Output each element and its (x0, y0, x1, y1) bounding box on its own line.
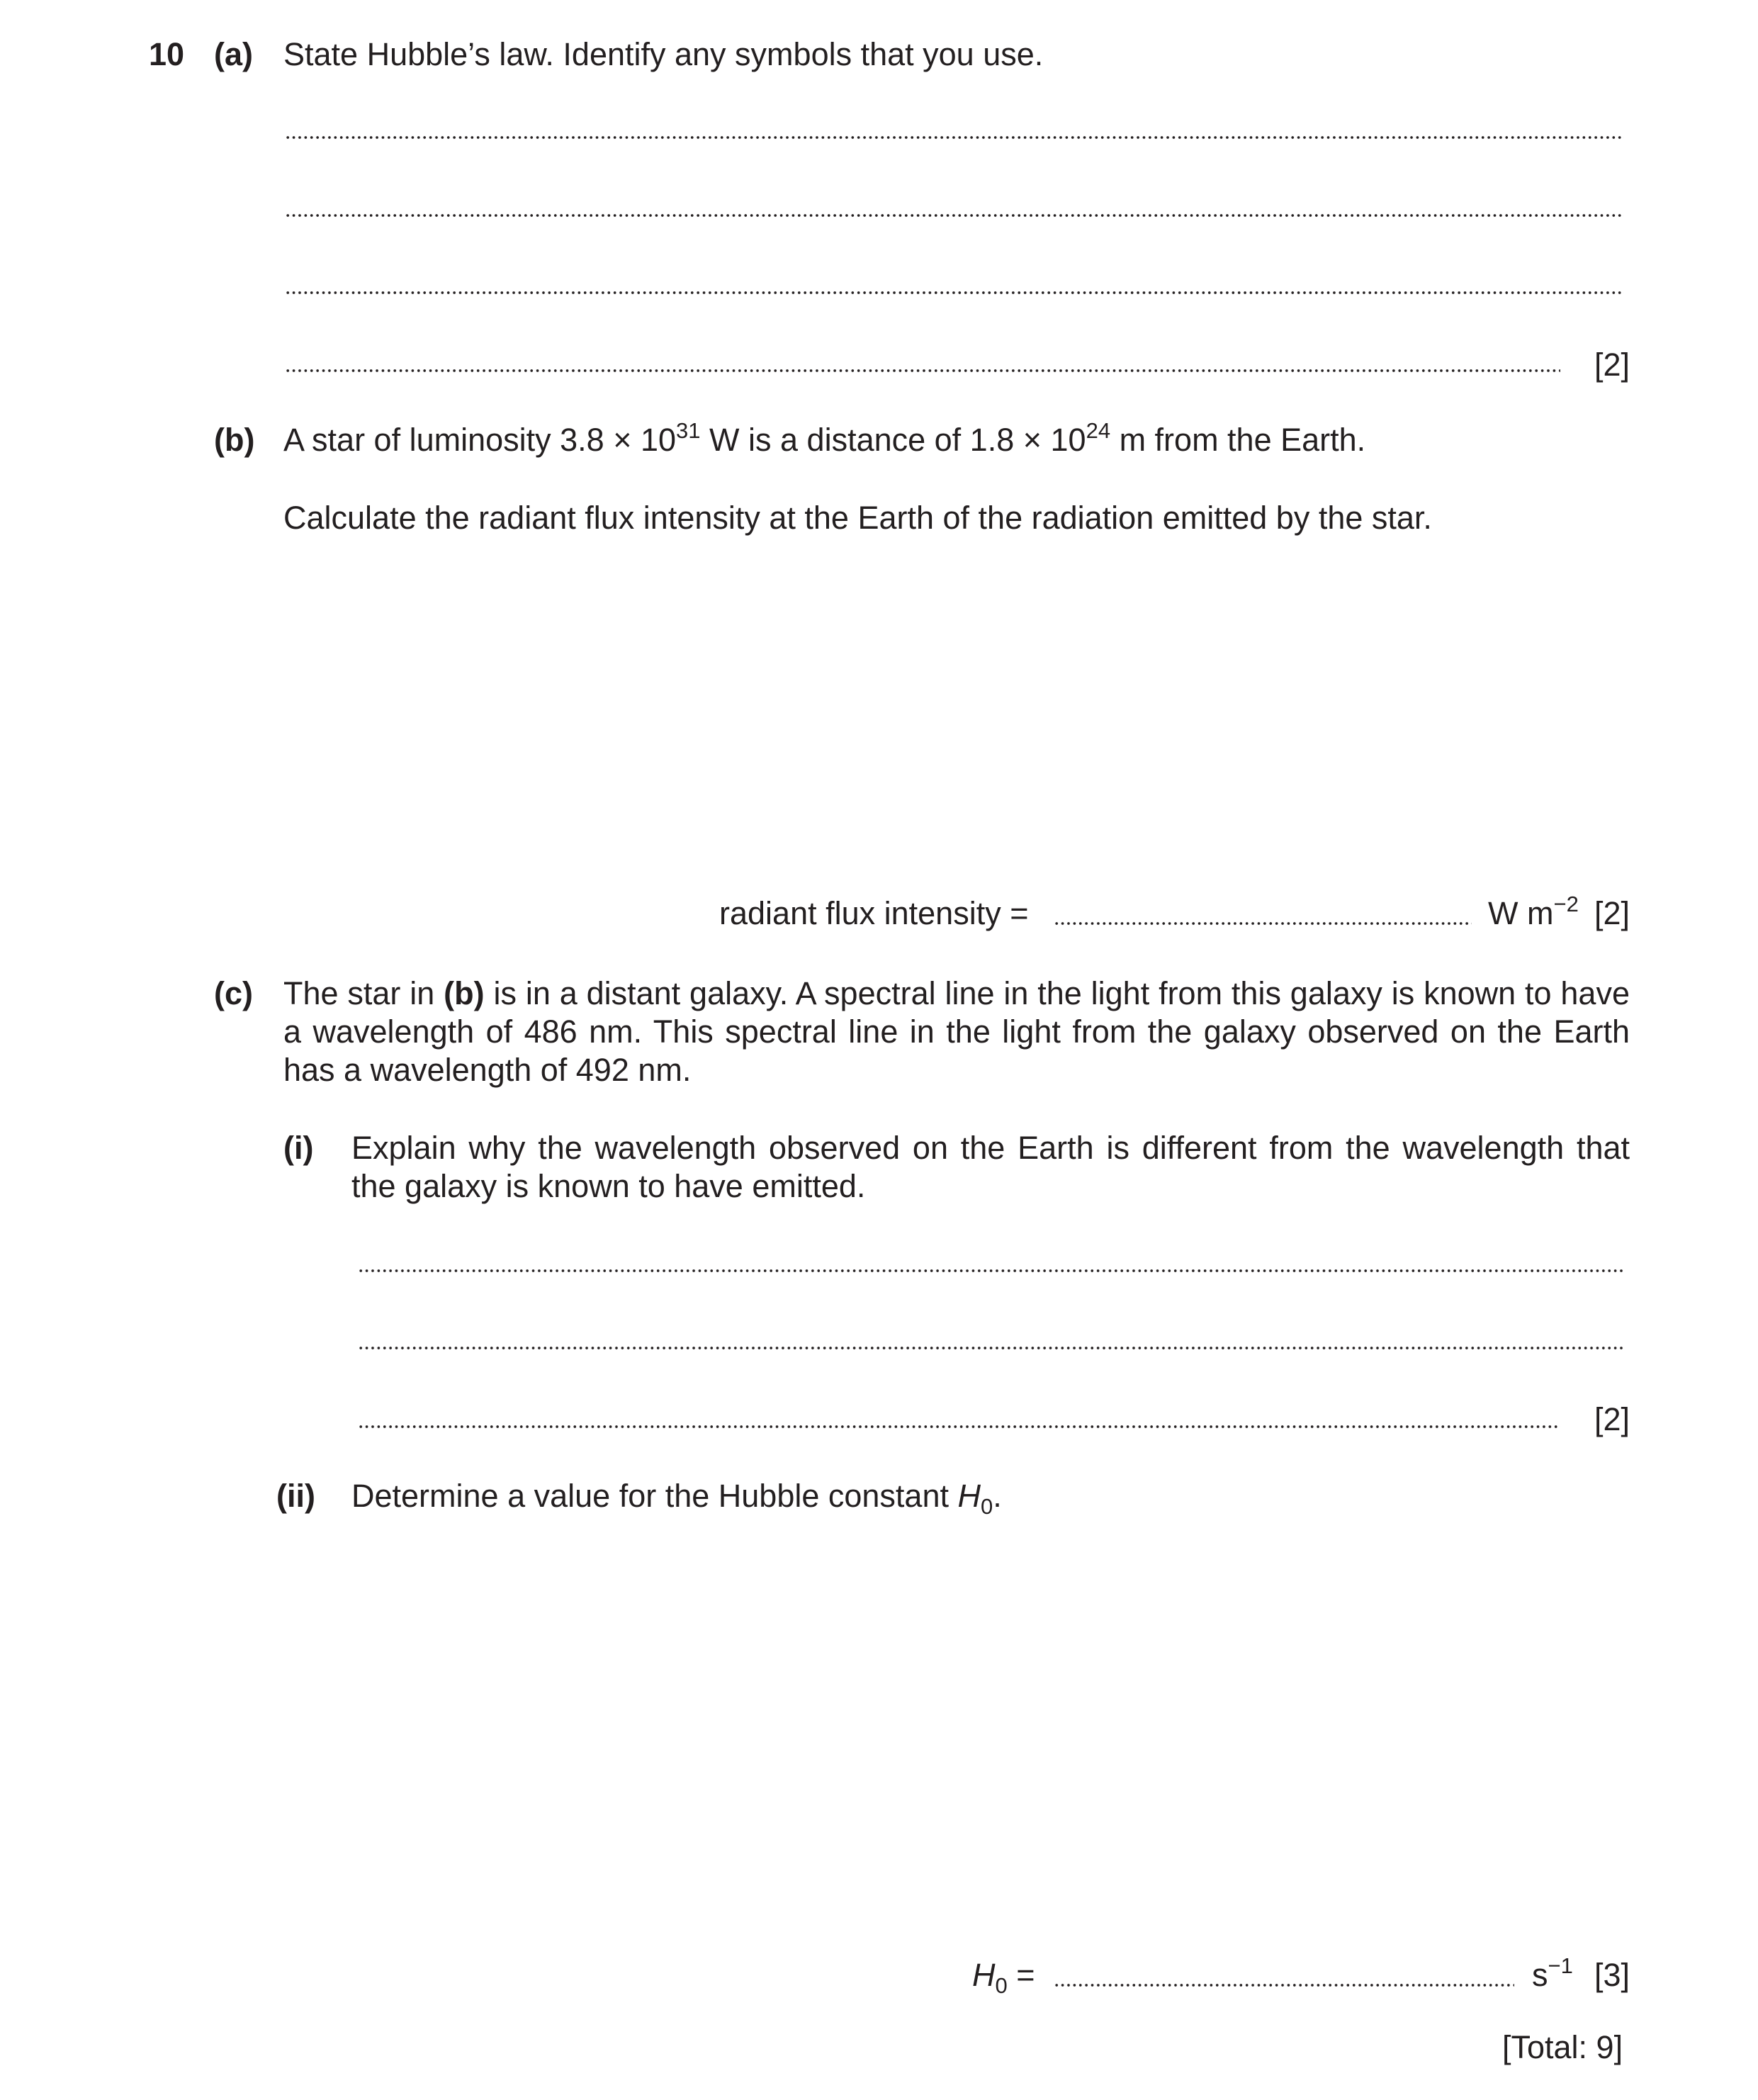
part-c-i-text: Explain why the wavelength observed on the Earth is different from the wavelength that the galaxy is known to have emitted. (351, 1130, 1630, 1204)
answer-equals: = (1007, 1957, 1035, 1993)
answer-line-c-i-2[interactable] (358, 1346, 1624, 1350)
answer-line-a-2[interactable] (285, 213, 1624, 218)
part-b-answer-line[interactable] (1054, 921, 1472, 926)
answer-line-c-i-1[interactable] (358, 1269, 1624, 1273)
question-number: 10 (149, 36, 185, 72)
answer-line-c-i-3[interactable] (358, 1425, 1560, 1429)
part-b-text (283, 418, 1366, 459)
part-b-unit-base: W m (1488, 895, 1554, 931)
part-b-instruction: Calculate the radiant flux intensity at the Earth of the radiation emitted by the star. (283, 500, 1432, 536)
part-c-ii-text-main: Determine a value for the Hubble constant (351, 1478, 958, 1514)
part-a-marks: [2] (1594, 347, 1630, 383)
part-c-ii-unit-base: s (1532, 1957, 1548, 1993)
answer-hubble-sub: 0 (995, 1973, 1008, 1998)
part-c-i-label: (i) (283, 1130, 314, 1166)
part-c-ii-label: (ii) (276, 1478, 315, 1514)
part-c-ii-marks: [3] (1594, 1957, 1630, 1993)
part-b-label: (b) (214, 422, 255, 458)
part-c-text (283, 975, 1630, 1089)
part-c-text-2: is in a distant galaxy. A spectral line in the light from this galaxy is known to have a wavelength of 486 nm. This spectral line in the light from the galaxy observed on the Earth has a wavelength of 492 nm. (283, 975, 1630, 1088)
answer-line-a-4[interactable] (285, 369, 1560, 373)
part-c-ref: (b) (444, 975, 485, 1011)
part-b-unit-exp: −2 (1553, 892, 1579, 916)
part-b-exp-2: 24 (1086, 418, 1111, 443)
hubble-symbol: H (957, 1478, 981, 1514)
part-b-exp-1: 31 (676, 418, 701, 443)
part-c-text-1: The star in (283, 975, 444, 1011)
answer-hubble-symbol: H (972, 1957, 996, 1993)
answer-line-a-3[interactable] (285, 291, 1624, 295)
part-c-label: (c) (214, 975, 253, 1011)
total-marks: [Total: 9] (1502, 2029, 1623, 2065)
part-a-label: (a) (214, 36, 253, 72)
part-b-answer-label: radiant flux intensity = (719, 895, 1029, 931)
part-c-ii-text (351, 1477, 1002, 1519)
part-b-marks: [2] (1594, 895, 1630, 931)
part-c-ii-answer-label (972, 1956, 1035, 1998)
part-c-ii-unit-exp: −1 (1548, 1953, 1573, 1978)
part-c-i-marks: [2] (1594, 1401, 1630, 1437)
part-b-text-1: A star of luminosity 3.8 × 10 (283, 422, 677, 458)
part-c-ii-unit (1532, 1953, 1573, 1994)
part-a-text: State Hubble’s law. Identify any symbols that you use. (283, 36, 1044, 72)
part-b-unit (1488, 894, 1579, 933)
part-b-text-3: m from the Earth. (1110, 422, 1366, 458)
part-b-text-2: W is a distance of 1.8 × 10 (700, 422, 1086, 458)
part-c-ii-text-end: . (993, 1478, 1002, 1514)
part-c-ii-answer-line[interactable] (1054, 1983, 1514, 1987)
answer-line-a-1[interactable] (285, 135, 1624, 140)
hubble-symbol-sub: 0 (980, 1494, 993, 1519)
